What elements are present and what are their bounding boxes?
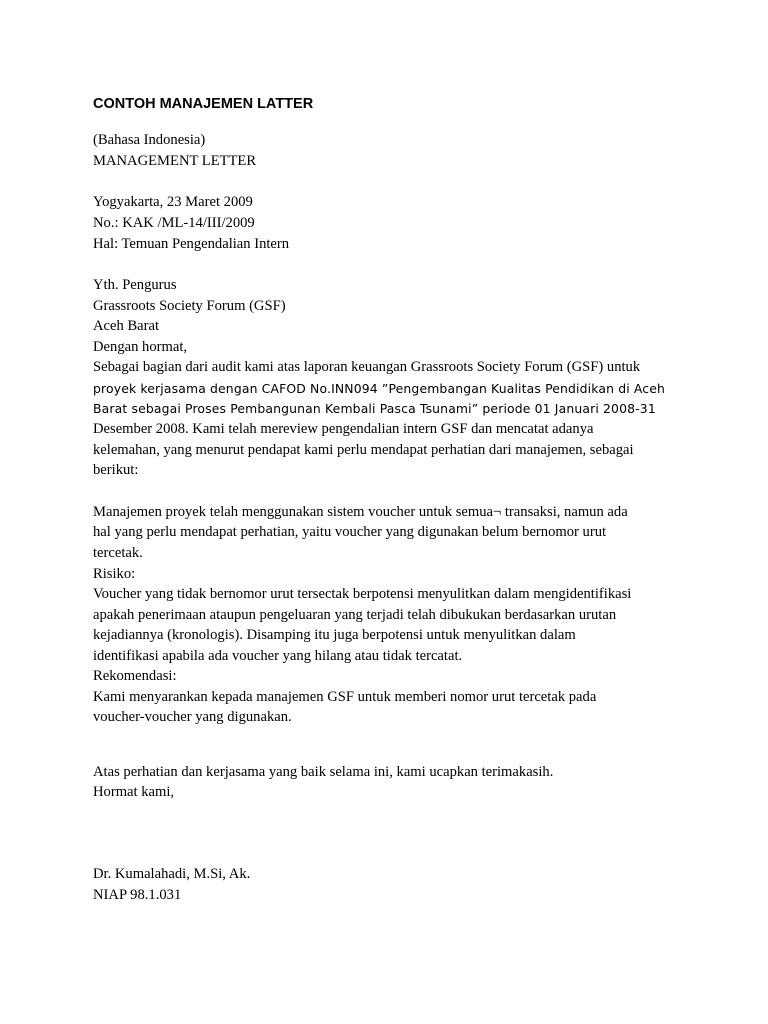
risk-line-2: apakah penerimaan ataupun pengeluaran yang terjadi telah dibukukan berdasarkan urutan	[93, 607, 617, 623]
letter-number: No.: KAK /ML-14/III/2009	[93, 215, 255, 231]
signatory-niap: NIAP 98.1.031	[93, 887, 182, 903]
intro-line-1: Sebagai bagian dari audit kami atas laporan keuangan Grassroots Society Forum (GSF) untuk	[93, 359, 641, 375]
letter-type-heading: MANAGEMENT LETTER	[93, 153, 257, 169]
risk-label: Risiko:	[93, 566, 136, 582]
intro-line-5: kelemahan, yang menurut pendapat kami perlu mendapat perhatian dari manajemen, sebagai	[93, 442, 634, 458]
finding-line-1: Manajemen proyek telah menggunakan sistem voucher untuk semua¬ transaksi, namun ada	[93, 504, 628, 520]
closing-line-1: Atas perhatian dan kerjasama yang baik selama ini, kami ucapkan terimakasih.	[93, 764, 554, 780]
intro-line-4: Desember 2008. Kami telah mereview pengendalian intern GSF dan mencatat adanya	[93, 421, 594, 437]
recipient-line-3: Aceh Barat	[93, 318, 160, 334]
page-title: CONTOH MANAJEMEN LATTER	[93, 96, 314, 112]
recipient-line-1: Yth. Pengurus	[93, 277, 177, 293]
salutation: Dengan hormat,	[93, 339, 188, 355]
recommendation-label: Rekomendasi:	[93, 668, 177, 684]
intro-line-3-project-name: Barat sebagai Proses Pembangunan Kembali Pasca Tsunami”	[93, 401, 479, 416]
risk-line-3: kejadiannya (kronologis). Disamping itu juga berpotensi untuk menyulitkan dalam	[93, 627, 576, 643]
language-note: (Bahasa Indonesia)	[93, 132, 206, 148]
recipient-line-2: Grassroots Society Forum (GSF)	[93, 298, 286, 314]
intro-line-3	[93, 399, 656, 420]
letter-subject: Hal: Temuan Pengendalian Intern	[93, 236, 290, 252]
finding-line-2: hal yang perlu mendapat perhatian, yaitu voucher yang digunakan belum bernomor urut	[93, 524, 607, 540]
recommendation-line-1: Kami menyarankan kepada manajemen GSF untuk memberi nomor urut tercetak pada	[93, 689, 597, 705]
intro-line-2: proyek kerjasama dengan CAFOD No.INN094 ”Pengembangan Kualitas Pendidikan di Aceh	[93, 381, 666, 396]
place-date: Yogyakarta, 23 Maret 2009	[93, 194, 253, 210]
signatory-name: Dr. Kumalahadi, M.Si, Ak.	[93, 866, 251, 882]
closing-line-2: Hormat kami,	[93, 784, 175, 800]
finding-line-3: tercetak.	[93, 545, 143, 561]
risk-line-1: Voucher yang tidak bernomor urut tersectak berpotensi menyulitkan dalam mengidentifikasi	[93, 586, 632, 602]
risk-line-4: identifikasi apabila ada voucher yang hilang atau tidak tercatat.	[93, 648, 463, 664]
intro-line-6: berikut:	[93, 462, 139, 478]
recommendation-line-2: voucher-voucher yang digunakan.	[93, 709, 292, 725]
intro-line-3-period: periode 01 Januari 2008-31	[478, 401, 656, 416]
